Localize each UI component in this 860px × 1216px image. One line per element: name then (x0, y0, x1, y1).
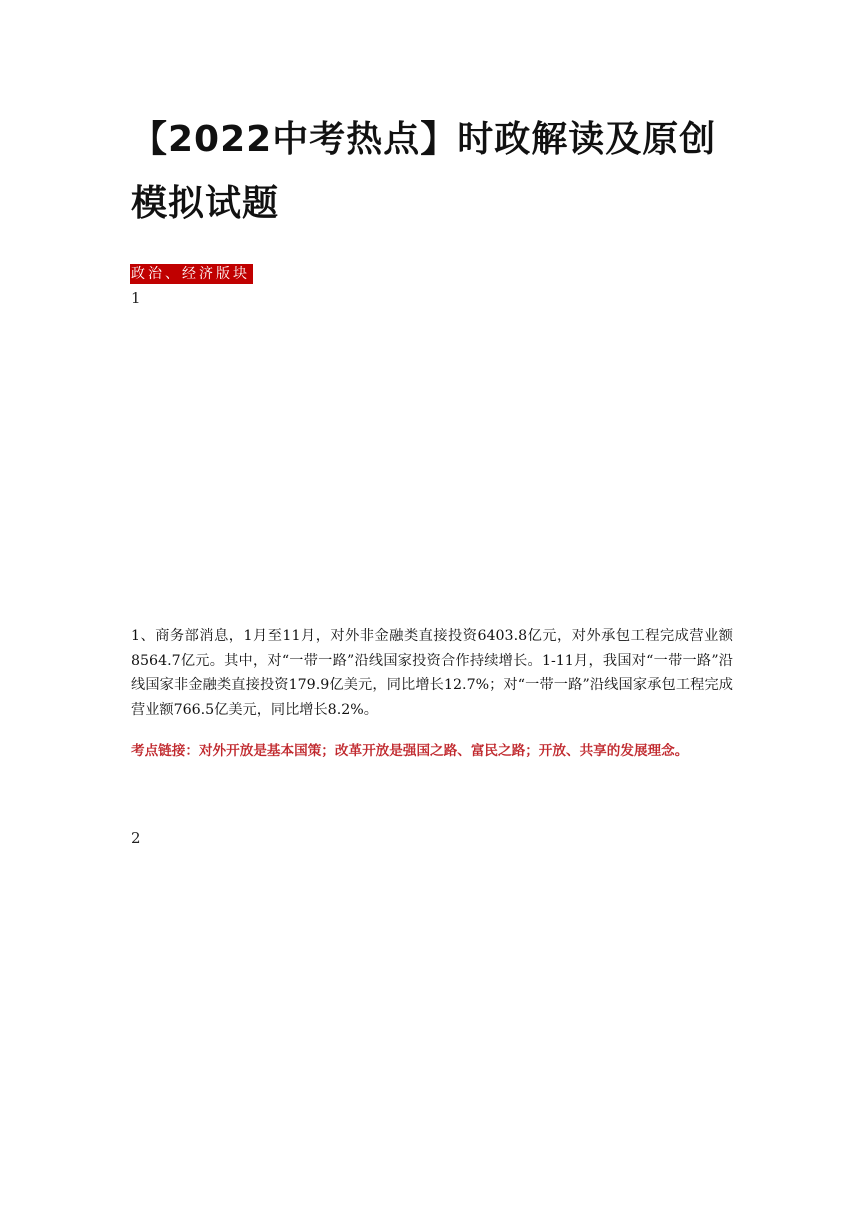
item-1-point-link: 考点链接：对外开放是基本国策；改革开放是强国之路、富民之路；开放、共享的发展理念。 (131, 743, 689, 759)
item-number-2: 2 (131, 829, 141, 847)
page-title: 【2022中考热点】时政解读及原创模拟试题 (131, 119, 717, 224)
item-number-1: 1 (131, 289, 141, 307)
section-tag-politics-economy: 政治、经济版块 (130, 264, 253, 284)
item-1-body: 1、商务部消息，1月至11月，对外非金融类直接投资6403.8亿元，对外承包工程完成营业额8564.7亿元。其中，对“一带一路”沿线国家投资合作持续增长。1-11月，我国对“一带一路”沿线国家非金融类直接投资179.9亿美元，同比增长12.7%；对“一带一路”沿线国家承包工程完成营业额766.5亿美元，同比增长8.2%。 (131, 628, 733, 718)
